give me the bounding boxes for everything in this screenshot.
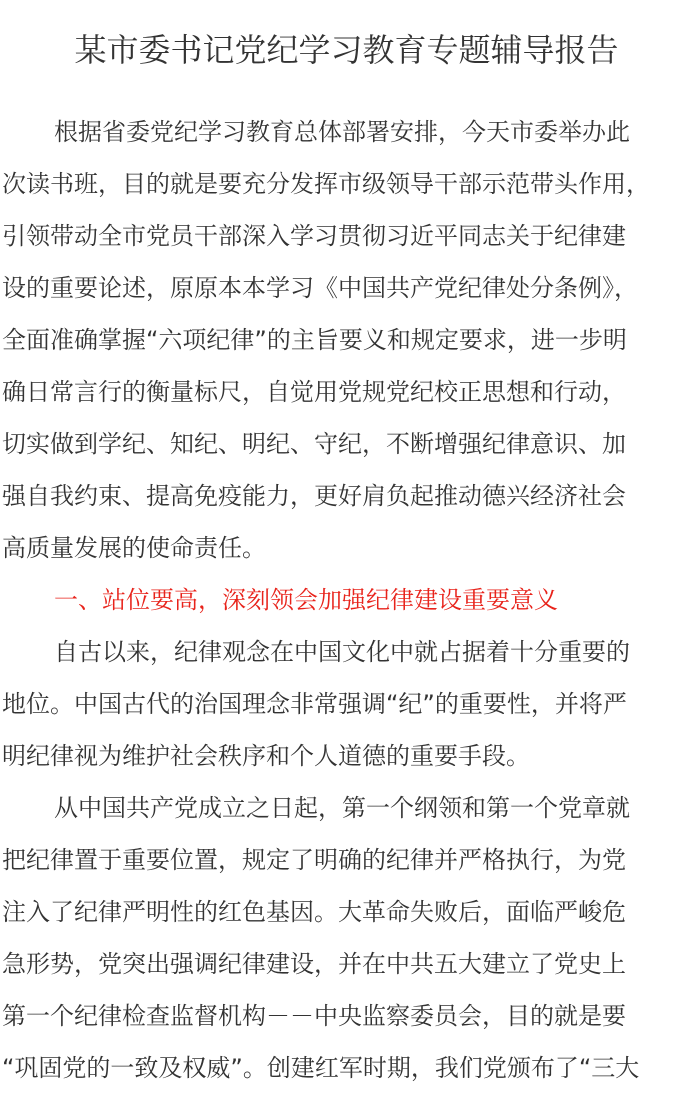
paragraph-line: 第一个纪律检查监督机构－－中央监察委员会，目的就是要 xyxy=(2,1002,626,1030)
paragraph-line: 把纪律置于重要位置，规定了明确的纪律并严格执行，为党 xyxy=(2,846,626,874)
paragraph-line: 强自我约束、提高免疫能力，更好肩负起推动德兴经济社会 xyxy=(2,482,626,510)
paragraph-line: 明纪律视为维护社会秩序和个人道德的重要手段。 xyxy=(2,742,530,770)
document-body xyxy=(2,106,692,1094)
paragraph-line: 确日常言行的衡量标尺，自觉用党规党纪校正思想和行动， xyxy=(2,378,626,406)
paragraph-line: 根据省委党纪学习教育总体部署安排，今天市委举办此 xyxy=(54,118,630,146)
section-heading: 一、站位要高，深刻领会加强纪律建设重要意义 xyxy=(54,586,558,614)
paragraph-line: 从中国共产党成立之日起，第一个纲领和第一个党章就 xyxy=(54,794,630,822)
paragraph-line: 注入了纪律严明性的红色基因。大革命失败后，面临严峻危 xyxy=(2,898,626,926)
paragraph-line: “巩固党的一致及权威”。创建红军时期，我们党颁布了“三大 xyxy=(2,1054,640,1082)
paragraph-line: 设的重要论述，原原本本学习《中国共产党纪律处分条例》， xyxy=(2,274,638,302)
paragraph-line: 自古以来，纪律观念在中国文化中就占据着十分重要的 xyxy=(54,638,630,666)
paragraph-line: 切实做到学纪、知纪、明纪、守纪，不断增强纪律意识、加 xyxy=(2,430,626,458)
paragraph-line: 急形势，党突出强调纪律建设，并在中共五大建立了党史上 xyxy=(2,950,626,978)
paragraph-line: 地位。中国古代的治国理念非常强调“纪”的重要性，并将严 xyxy=(2,690,627,718)
paragraph-line: 高质量发展的使命责任。 xyxy=(2,534,266,562)
document-title: 某市委书记党纪学习教育专题辅导报告 xyxy=(74,31,619,69)
paragraph-line: 次读书班，目的就是要充分发挥市级领导干部示范带头作用， xyxy=(2,170,650,198)
paragraph-line: 全面准确掌握“六项纪律”的主旨要义和规定要求，进一步明 xyxy=(2,326,627,354)
paragraph-line: 引领带动全市党员干部深入学习贯彻习近平同志关于纪律建 xyxy=(2,222,626,250)
